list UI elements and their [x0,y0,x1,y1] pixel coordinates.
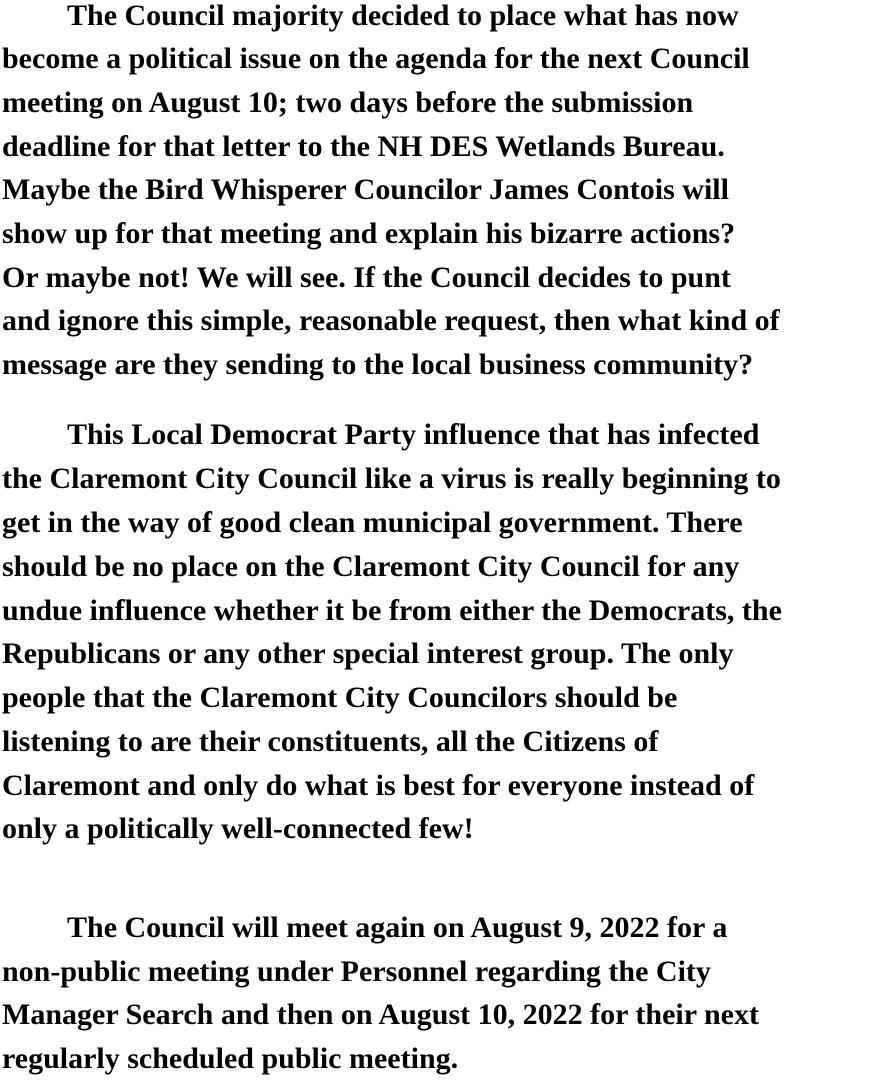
paragraph-2-line-7: people that the Claremont City Councilors should be [2,681,678,714]
paragraph-1-line-4: deadline for that letter to the NH DES Wetlands Bureau. [2,130,725,163]
paragraph-1-line-2: become a political issue on the agenda for the next Council [2,42,750,75]
paragraph-1-line-1: The Council majority decided to place what has now [67,0,739,32]
paragraph-2-line-3: get in the way of good clean municipal government. There [2,506,743,539]
paragraph-3-line-3: Manager Search and then on August 10, 2022 for their next [2,998,759,1031]
paragraph-2-line-6: Republicans or any other special interest group. The only [2,637,734,670]
paragraph-1-line-3: meeting on August 10; two days before the submission [2,86,694,119]
paragraph-3-line-4: regularly scheduled public meeting. [2,1042,459,1075]
paragraph-1-line-6: show up for that meeting and explain his bizarre actions? [2,217,736,250]
paragraph-3-line-2: non-public meeting under Personnel regarding the City [2,955,711,988]
paragraph-2-line-5: undue influence whether it be from either the Democrats, the [2,594,782,627]
paragraph-2-line-9: Claremont and only do what is best for everyone instead of [2,769,755,802]
paragraph-2-line-4: should be no place on the Claremont City Council for any [2,550,740,583]
paragraph-1-line-7: Or maybe not! We will see. If the Council decides to punt [2,261,731,294]
paragraph-1-line-8: and ignore this simple, reasonable request, then what kind of [2,304,780,337]
paragraph-1-line-5: Maybe the Bird Whisperer Councilor James Contois will [2,173,729,206]
paragraph-2-line-10: only a politically well-connected few! [2,812,474,845]
paragraph-2-line-2: the Claremont City Council like a virus is really beginning to [2,462,781,495]
paragraph-3-line-1: The Council will meet again on August 9, 2022 for a [67,911,728,944]
paragraph-2-line-8: listening to are their constituents, all the Citizens of [2,725,659,758]
paragraph-2-line-1: This Local Democrat Party influence that has infected [67,418,760,451]
paragraph-1-line-9: message are they sending to the local business community? [2,348,754,381]
